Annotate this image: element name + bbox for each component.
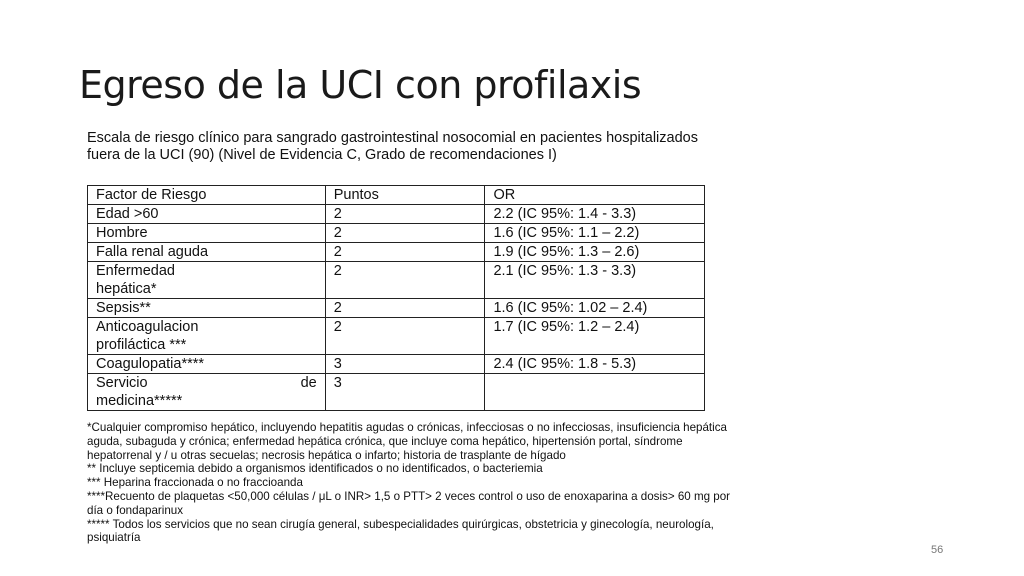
header-or: OR — [485, 186, 705, 205]
or-cell: 1.9 (IC 95%: 1.3 – 2.6) — [485, 243, 705, 262]
caption-line: Escala de riesgo clínico para sangrado gastrointestinal nosocomial en pacientes hospitalizados — [87, 130, 698, 146]
factor-cell — [88, 355, 326, 374]
page-number: 56 — [931, 544, 944, 556]
factor-text: Enfermedad — [96, 263, 175, 279]
factor-cell — [88, 243, 326, 262]
slide-title: Egreso de la UCI con profilaxis — [79, 63, 642, 107]
or-cell: 1.6 (IC 95%: 1.1 – 2.2) — [485, 224, 705, 243]
footnote: ** Incluye septicemia debido a organismos identificados o no identificados, o bacteriemia — [87, 462, 543, 476]
points-cell: 2 — [325, 243, 485, 262]
points-cell: 2 — [325, 224, 485, 243]
table-row — [88, 355, 705, 374]
header-points: Puntos — [325, 186, 485, 205]
table-caption — [87, 130, 757, 164]
factor-cell — [88, 318, 326, 355]
table-row — [88, 262, 705, 299]
factor-text: medicina***** — [96, 393, 183, 409]
or-cell: 2.1 (IC 95%: 1.3 - 3.3) — [485, 262, 705, 299]
points-cell: 2 — [325, 262, 485, 299]
factor-text: Sepsis** — [96, 300, 151, 316]
table-row — [88, 224, 705, 243]
factor-cell — [88, 262, 326, 299]
points-cell: 2 — [325, 205, 485, 224]
factor-cell — [88, 205, 326, 224]
factor-cell — [88, 374, 326, 411]
or-cell: 1.6 (IC 95%: 1.02 – 2.4) — [485, 299, 705, 318]
caption-line: fuera de la UCI (90) (Nivel de Evidencia C, Grado de recomendaciones I) — [87, 147, 557, 163]
factor-cell — [88, 224, 326, 243]
footnote: ***** Todos los servicios que no sean cirugía general, subespecialidades quirúrgicas, obstetricia y ginecología, neurología, psiquiatría — [87, 517, 714, 545]
table-row — [88, 205, 705, 224]
factor-text: Coagulopatia**** — [96, 356, 205, 372]
table-header-row — [88, 186, 705, 205]
factor-text: profiláctica *** — [96, 337, 187, 353]
points-cell: 2 — [325, 299, 485, 318]
footnotes — [87, 421, 747, 545]
factor-text: Falla renal aguda — [96, 244, 209, 260]
table-row — [88, 374, 705, 411]
or-cell: 2.4 (IC 95%: 1.8 - 5.3) — [485, 355, 705, 374]
factor-text: Servicio de — [96, 375, 317, 391]
factor-text: Edad >60 — [96, 206, 159, 222]
factor-text: hepática* — [96, 281, 157, 297]
footnote: *** Heparina fraccionada o no fraccioanda — [87, 476, 303, 490]
or-cell: 2.2 (IC 95%: 1.4 - 3.3) — [485, 205, 705, 224]
factor-text: Hombre — [96, 225, 148, 241]
or-cell — [485, 374, 705, 411]
factor-cell — [88, 299, 326, 318]
table-row — [88, 299, 705, 318]
header-factor: Factor de Riesgo — [88, 186, 326, 205]
points-cell: 2 — [325, 318, 485, 355]
factor-text: Anticoagulacion — [96, 319, 199, 335]
risk-score-table — [87, 185, 705, 411]
footnote: *Cualquier compromiso hepático, incluyendo hepatitis agudas o crónicas, infecciosas o no infecciosas, insuficiencia hepática aguda, subaguda y crónica; enfermedad hepática crónica, que incluye coma hepático, hipertensión portal, síndrome hepatorrenal y / u otras secuelas; necrosis hepática o infarto; historia de trasplante de hígado — [87, 421, 727, 462]
table-row — [88, 318, 705, 355]
or-cell: 1.7 (IC 95%: 1.2 – 2.4) — [485, 318, 705, 355]
points-cell: 3 — [325, 355, 485, 374]
table-row — [88, 243, 705, 262]
points-cell: 3 — [325, 374, 485, 411]
footnote: ****Recuento de plaquetas <50,000 células / μL o INR> 1,5 o PTT> 2 veces control o uso de enoxaparina a dosis> 60 mg por día o fondaparinux — [87, 489, 731, 517]
